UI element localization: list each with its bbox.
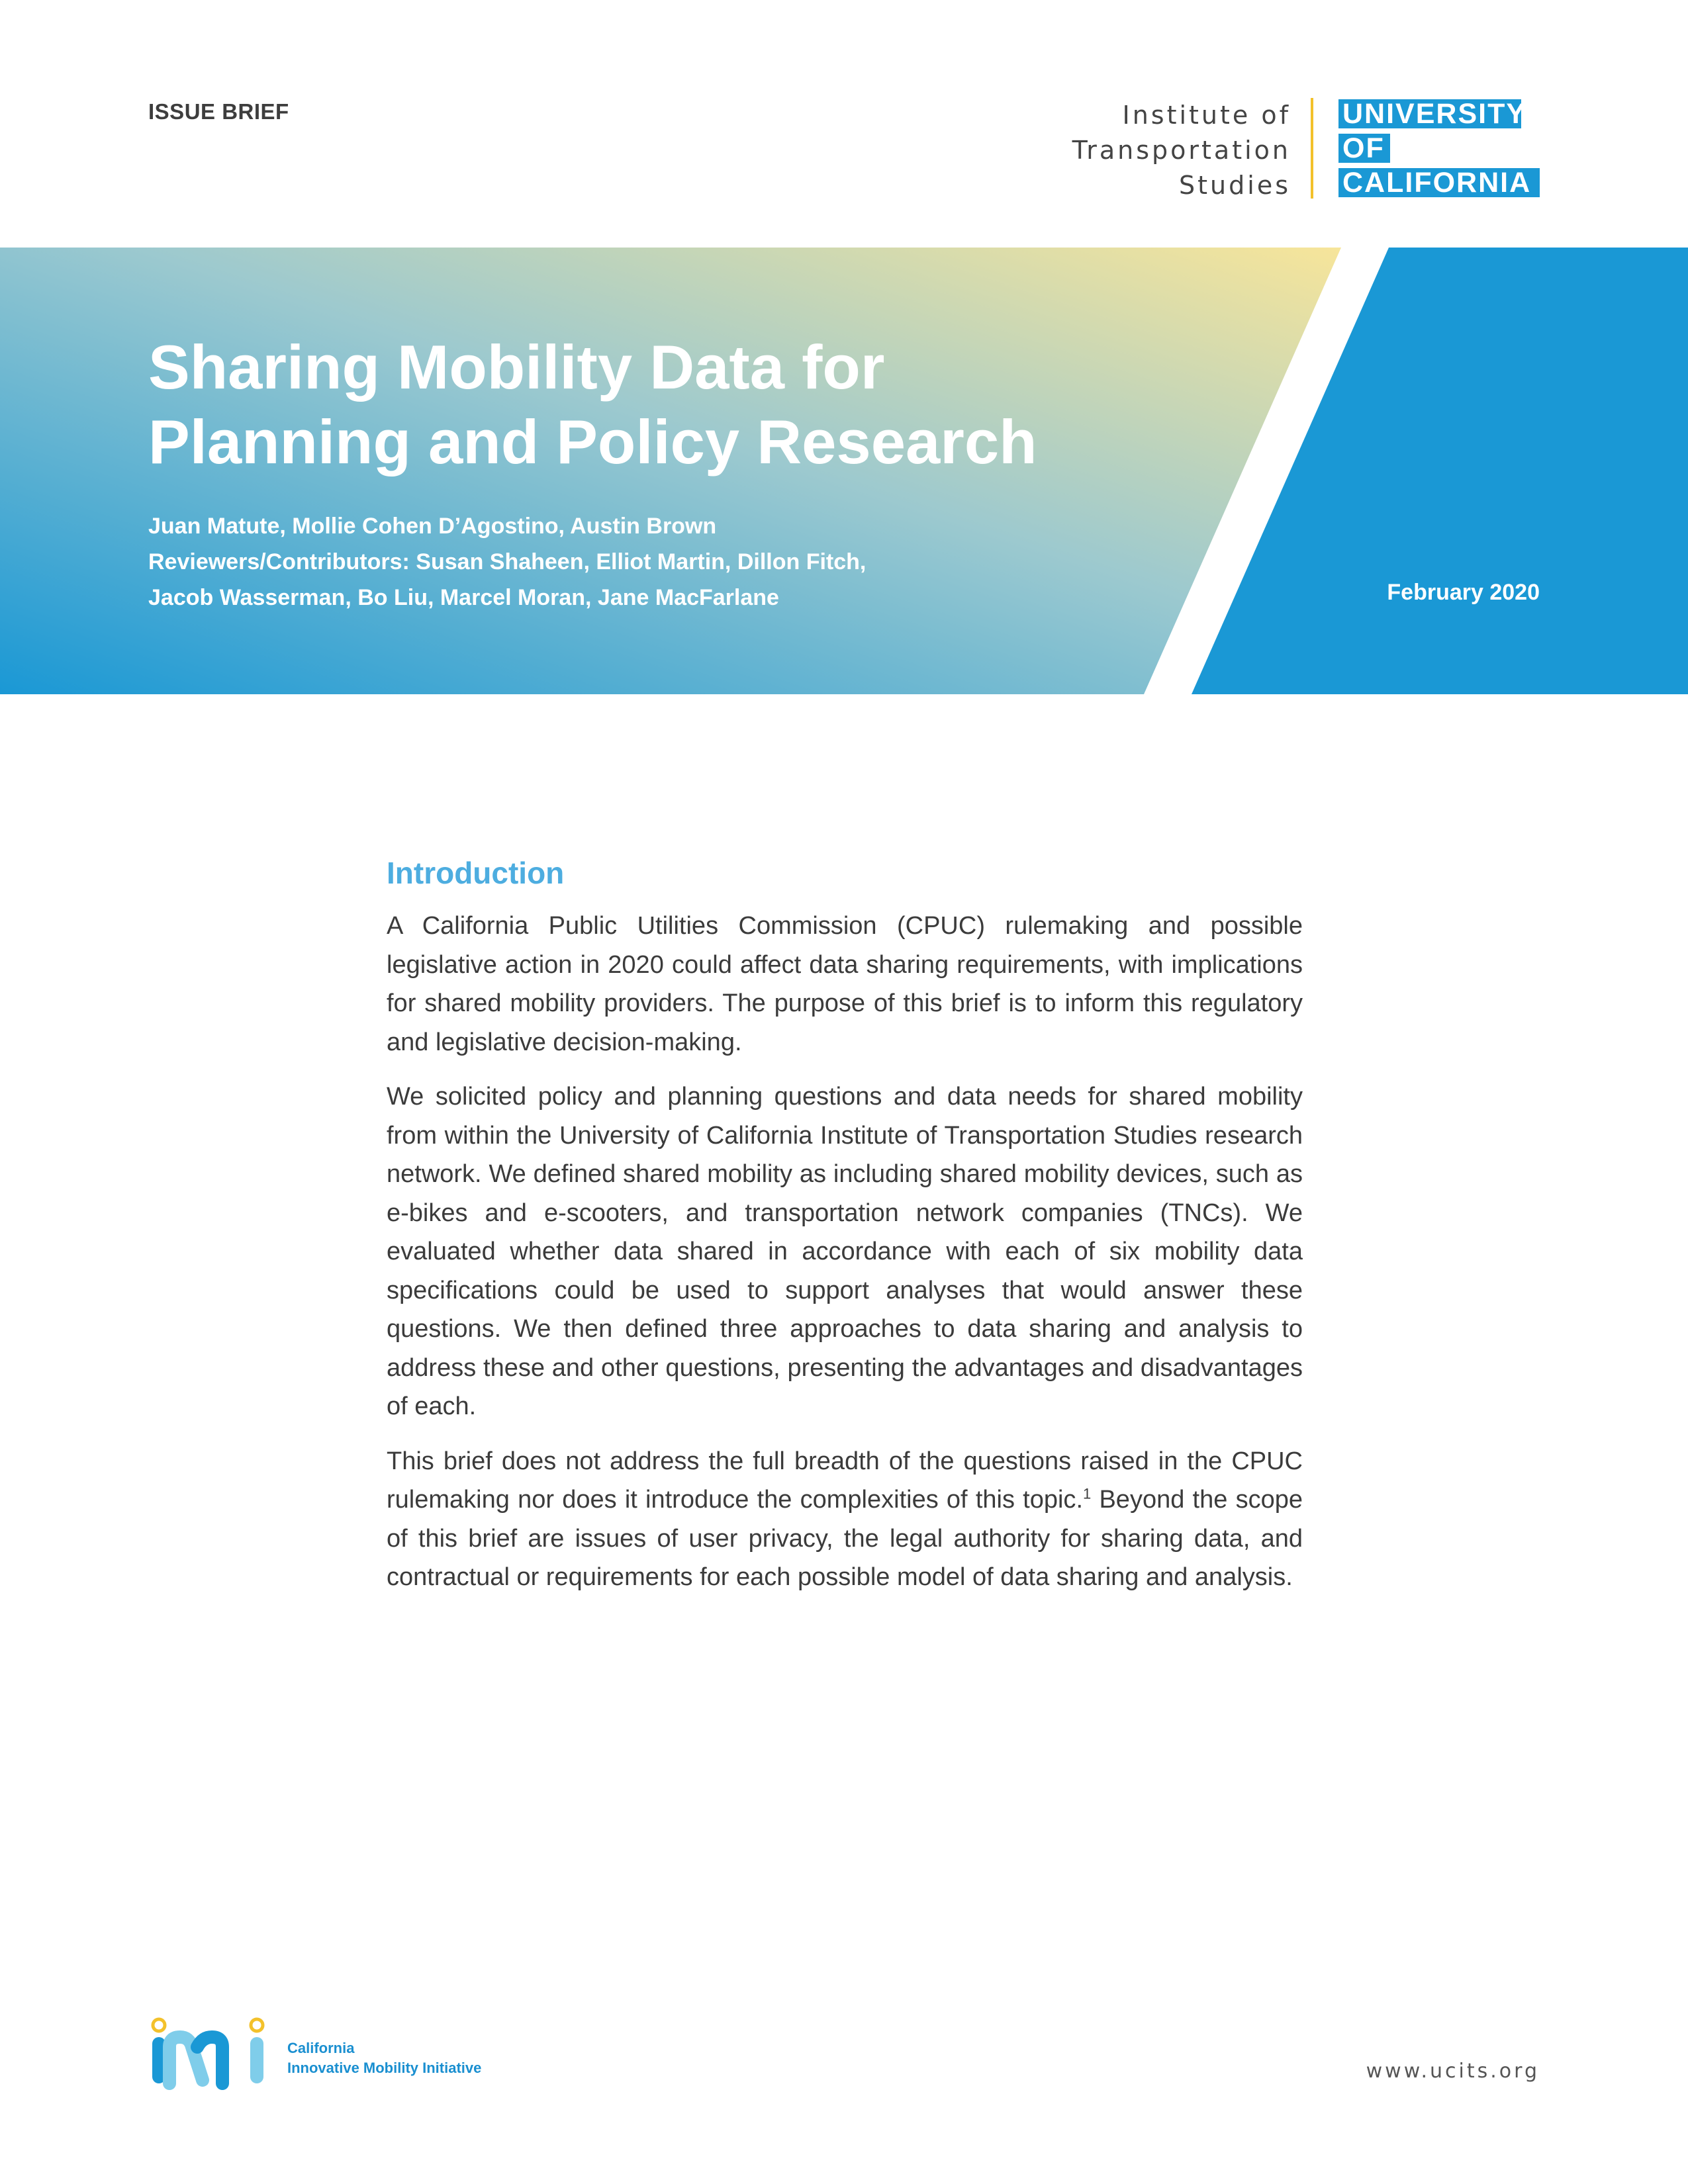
publication-date: February 2020 bbox=[1387, 580, 1540, 605]
title-line: Planning and Policy Research bbox=[148, 407, 1037, 477]
website-link[interactable]: www.ucits.org bbox=[1366, 2060, 1540, 2083]
intro-body bbox=[387, 907, 1303, 1613]
cimi-logo-text bbox=[287, 2038, 481, 2078]
title-line: Sharing Mobility Data for bbox=[148, 332, 885, 402]
uc-logo bbox=[1338, 99, 1540, 203]
paragraph: A California Public Utilities Commission (CPUC) rulemaking and possible legislative action in 2020 could affect data sharing requirements, with implications for shared mobility providers. The purpose of this brief is to inform this regulatory and legislative decision-making. bbox=[387, 912, 1303, 1056]
paragraph-text: This brief does not address the full breadth of the questions raised in the CPUC rulemaking nor does it introduce the complexities of this topic. bbox=[387, 1447, 1303, 1514]
its-logo-line: Transportation bbox=[1072, 136, 1291, 165]
reviewers-line: Jacob Wasserman, Bo Liu, Marcel Moran, Jane MacFarlane bbox=[148, 585, 779, 610]
uc-logo-line: OF bbox=[1338, 134, 1390, 163]
its-logo bbox=[1019, 98, 1291, 203]
reviewers-line: Reviewers/Contributors: Susan Shaheen, Elliot Martin, Dillon Fitch, bbox=[148, 549, 867, 574]
uc-logo-line: CALIFORNIA bbox=[1338, 168, 1540, 197]
logo-divider bbox=[1311, 98, 1313, 199]
paragraph-text: Beyond the scope of this brief are issues of user privacy, the legal authority for sharing data, and contractual or requirements for each possible model of data sharing and analysis. bbox=[387, 1486, 1303, 1591]
section-heading: Introduction bbox=[387, 856, 565, 890]
paragraph bbox=[387, 1442, 1303, 1597]
its-logo-line: Institute of bbox=[1122, 101, 1291, 130]
authors-block bbox=[148, 508, 1075, 615]
footnote-marker[interactable]: 1 bbox=[1083, 1485, 1092, 1502]
paragraph: We solicited policy and planning questions and data needs for shared mobility from within the University of California Institute of Transportation Studies research network. We defined shared mobility as including shared mobility devices, such as e-bikes and e-scooters, and transportation network companies (TNCs). We evaluated whether data shared in accordance with each of six mobility data specifications could be used to support analyses that would answer these questions. We then defined three approaches to data sharing and analysis to address these and other questions, presenting the advantages and disadvantages of each. bbox=[387, 1083, 1303, 1420]
document-title bbox=[148, 330, 1141, 479]
cimi-logo-icon bbox=[146, 2017, 278, 2097]
issue-brief-label: ISSUE BRIEF bbox=[148, 99, 289, 124]
authors-line: Juan Matute, Mollie Cohen D’Agostino, Austin Brown bbox=[148, 514, 717, 539]
uc-logo-line: UNIVERSITY bbox=[1338, 99, 1521, 128]
cimi-logo-line: Innovative Mobility Initiative bbox=[287, 2060, 482, 2076]
its-logo-line: Studies bbox=[1179, 171, 1291, 200]
cimi-logo-line: California bbox=[287, 2040, 355, 2056]
